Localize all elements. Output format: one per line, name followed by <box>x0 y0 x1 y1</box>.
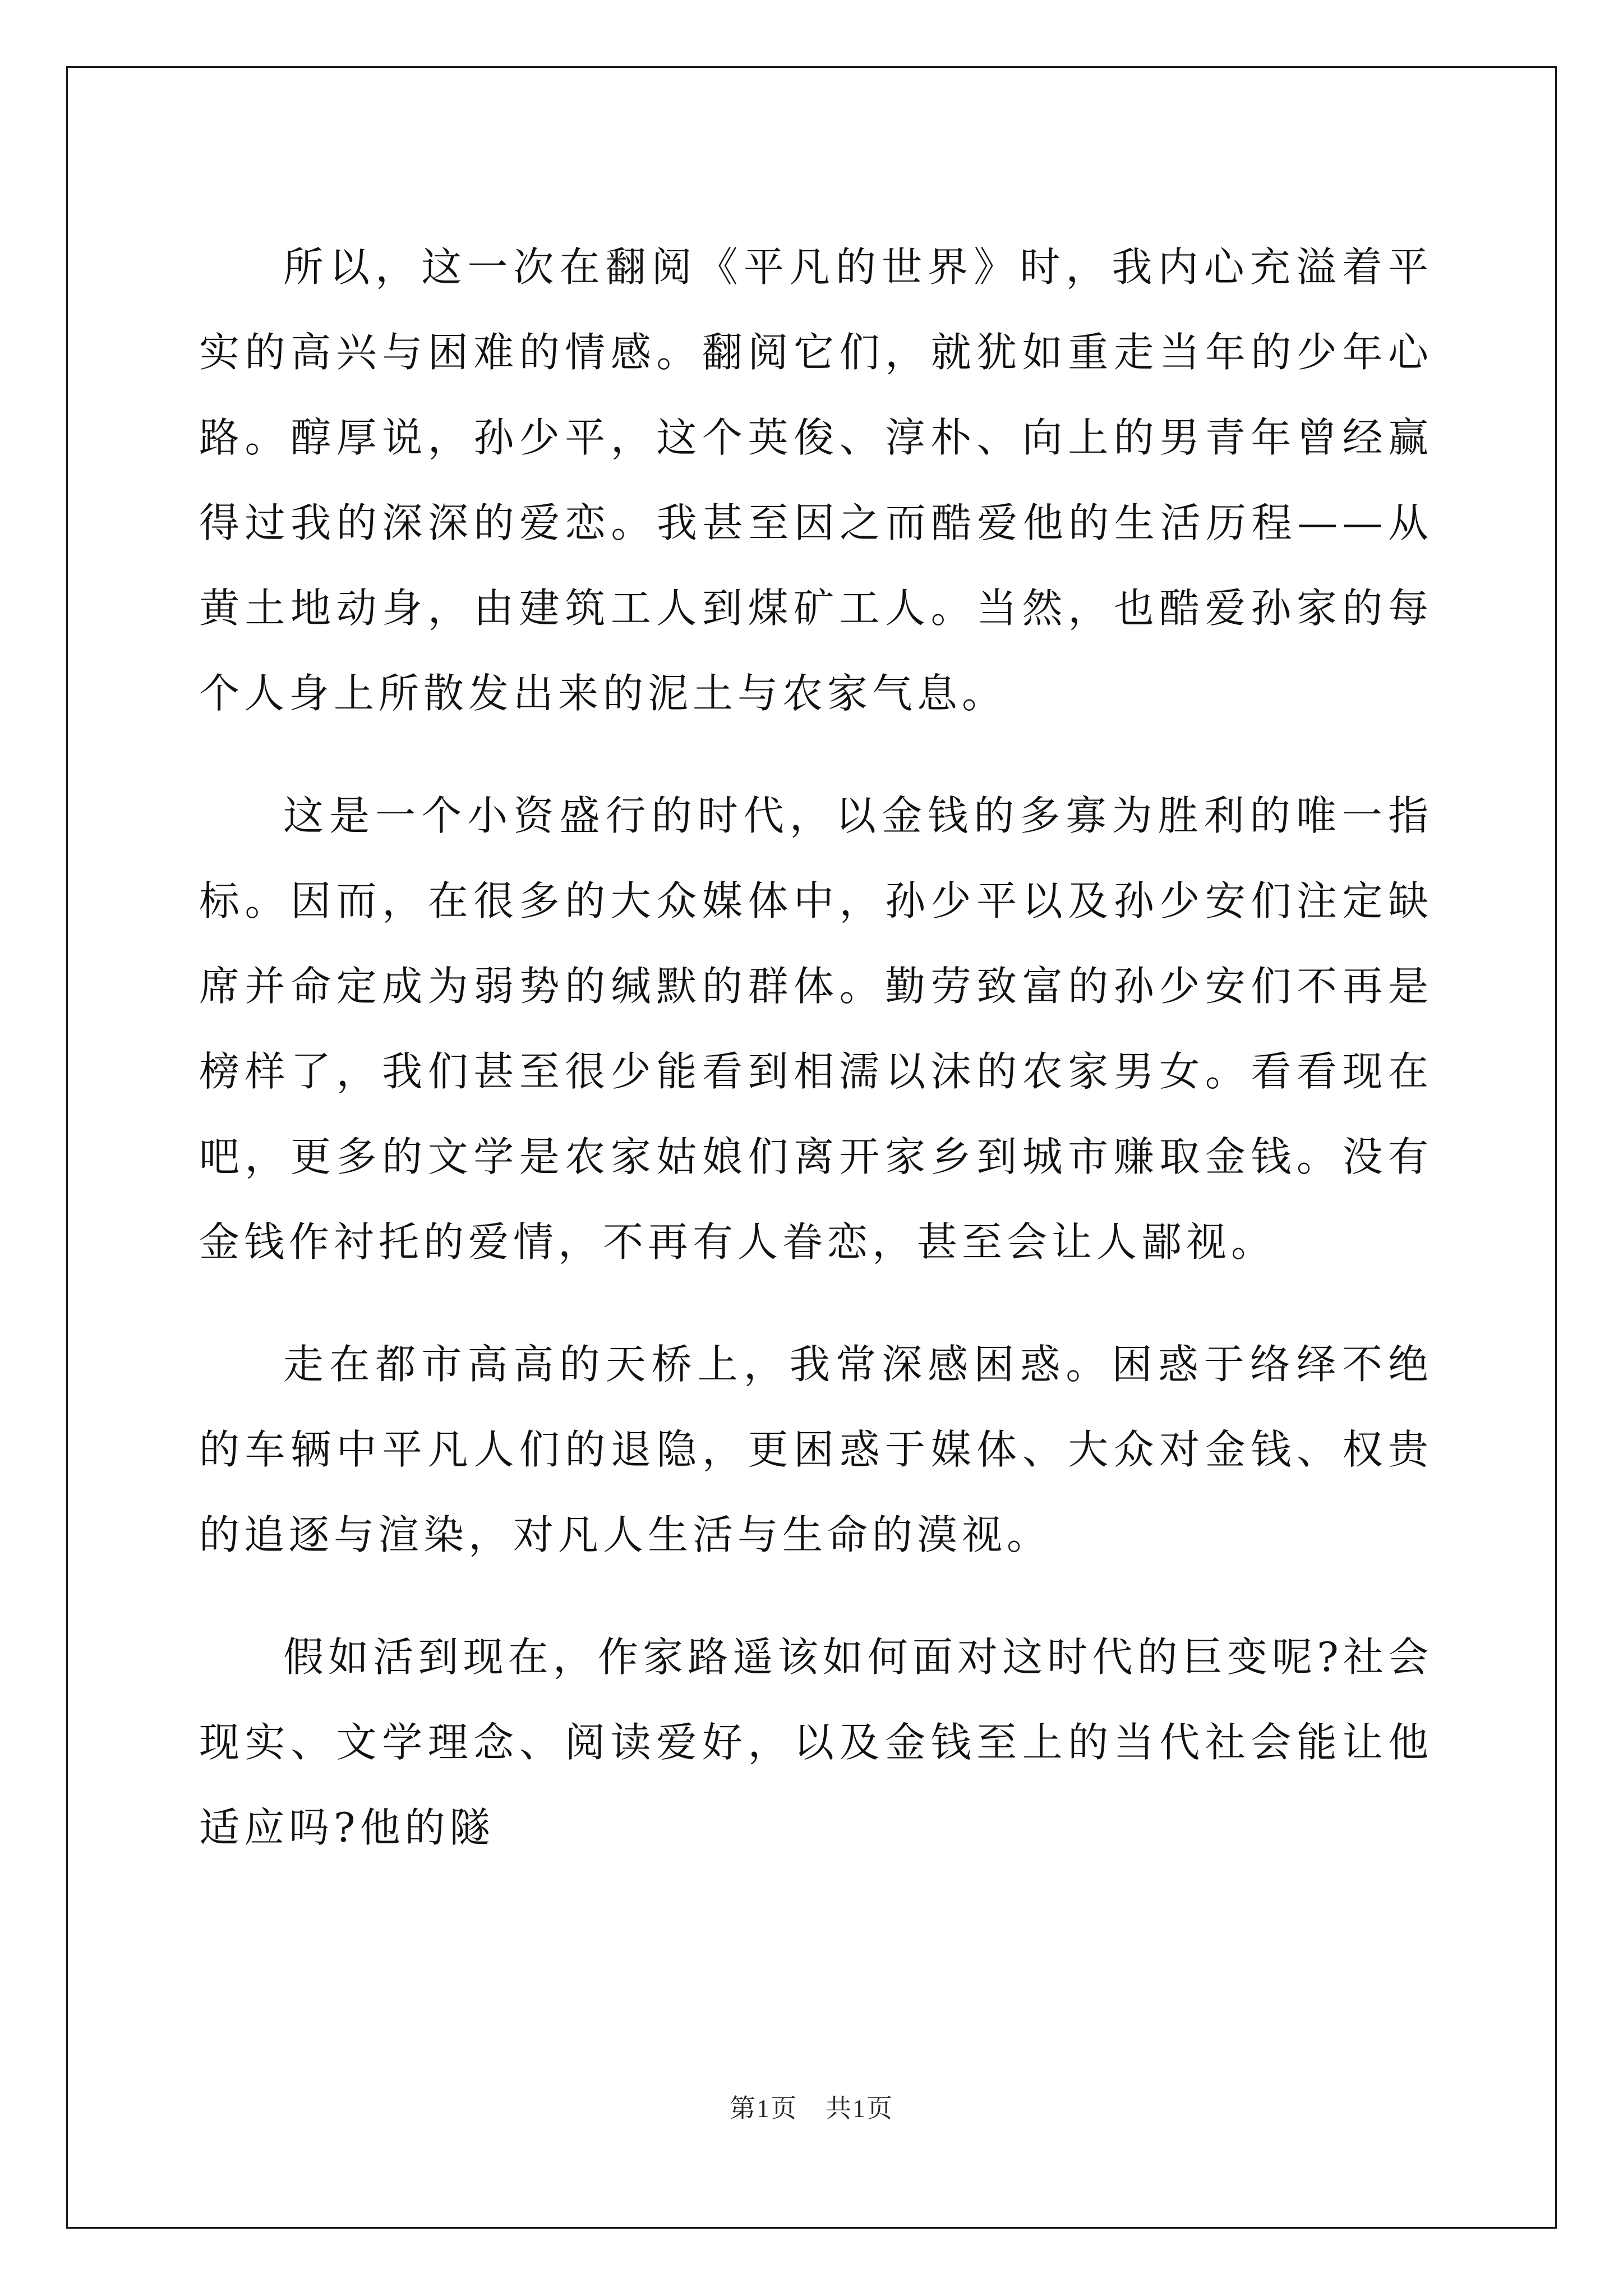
paragraph: 假如活到现在，作家路遥该如何面对这时代的巨变呢?社会现实、文学理念、阅读爱好，以及金钱至上的当代社会能让他适应吗?他的隧 <box>199 1634 1433 1851</box>
page-number-total: 共1页 <box>826 2094 893 2123</box>
page-footer <box>0 2088 1623 2125</box>
paragraph: 所以，这一次在翻阅《平凡的世界》时，我内心充溢着平实的高兴与困难的情感。翻阅它们，就犹如重走当年的少年心路。醇厚说，孙少平，这个英俊、淳朴、向上的男青年曾经赢得过我的深深的爱恋。我甚至因之而酷爱他的生活历程——从黄土地动身，由建筑工人到煤矿工人。当然，也酷爱孙家的每个人身上所散发出来的泥土与农家气息。 <box>199 243 1433 717</box>
paragraph: 走在都市高高的天桥上，我常深感困惑。困惑于络绎不绝的车辆中平凡人们的退隐，更困惑于媒体、大众对金钱、权贵的追逐与渲染，对凡人生活与生命的漠视。 <box>199 1341 1433 1558</box>
page-number-current: 第1页 <box>730 2094 797 2123</box>
paragraph: 这是一个小资盛行的时代，以金钱的多寡为胜利的唯一指标。因而，在很多的大众媒体中，孙少平以及孙少安们注定缺席并命定成为弱势的缄默的群体。勤劳致富的孙少安们不再是榜样了，我们甚至很少能看到相濡以沫的农家男女。看看现在吧，更多的文学是农家姑娘们离开家乡到城市赚取金钱。没有金钱作衬托的爱情，不再有人眷恋，甚至会让人鄙视。 <box>199 792 1433 1266</box>
document-body <box>199 224 1433 1907</box>
